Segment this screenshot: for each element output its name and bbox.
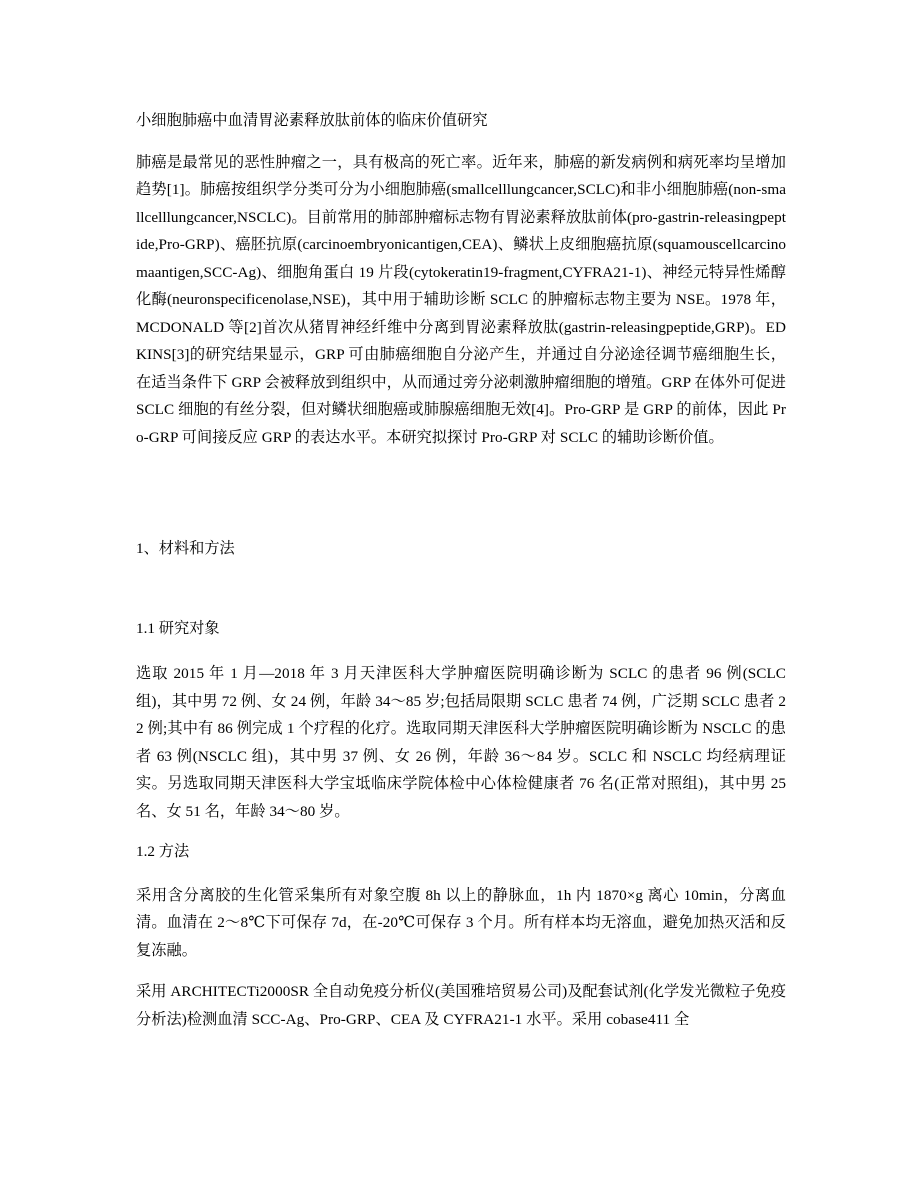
- spacer-before-section-1: [136, 451, 786, 535]
- spacer-before-subsection-1-1: [136, 563, 786, 615]
- spacer-before-paragraph-1-2a: [136, 866, 786, 882]
- page-title: 小细胞肺癌中血清胃泌素释放肽前体的临床价值研究: [136, 112, 488, 129]
- subsection-heading-1-1: 1.1 研究对象: [136, 619, 220, 637]
- section-heading-1: 1、材料和方法: [136, 540, 235, 557]
- subsection-1-2-paragraph-2: 采用 ARCHITECTi2000SR 全自动免疫分析仪(美国雅培贸易公司)及配套试剂(化学发光微粒子免疫分析法)检测血清 SCC-Ag、Pro-GRP、CEA 及 CYFRA21-1 水平。采用 cobase411 全: [136, 983, 786, 1028]
- page-content-column: [136, 107, 786, 1033]
- subsection-heading-1-2: 1.2 方法: [136, 843, 190, 860]
- subsection-1-2-paragraph-1: 采用含分离胶的生化管采集所有对象空腹 8h 以上的静脉血，1h 内 1870×g 离心 10min，分离血清。血清在 2～8℃下可保存 7d，在-20℃可保存 3 个月。所有样本均无溶血，避免加热灭活和反复冻融。: [136, 886, 786, 959]
- subsection-1-1-paragraph: 选取 2015 年 1 月—2018 年 3 月天津医科大学肿瘤医院明确诊断为 SCLC 的患者 96 例(SCLC 组)，其中男 72 例、女 24 例，年龄 34～85 岁;包括局限期 SCLC 患者 74 例，广泛期 SCLC 患者 22 例;其中有 86 例完成 1 个疗程的化疗。选取同期天津医科大学肿瘤医院明确诊断为 NSCLC 的患者 63 例(NSCLC 组)，其中男 37 例、女 26 例，年龄 36～84 岁。SCLC 和 NSCLC 均经病理证实。另选取同期天津医科大学宝坻临床学院体检中心体检健康者 76 名(正常对照组)，其中男 25 名、女 51 名，年龄 34～80 岁。: [136, 665, 786, 820]
- intro-paragraph: 肺癌是最常见的恶性肿瘤之一，具有极高的死亡率。近年来，肺癌的新发病例和病死率均呈增加趋势[1]。肺癌按组织学分类可分为小细胞肺癌(smallcelllungcancer,SCLC)和非小细胞肺癌(non-smallcelllungcancer,NSCLC)。目前常用的肺部肿瘤标志物有胃泌素释放肽前体(pro-gastrin-releasingpeptide,Pro-GRP)、癌胚抗原(carcinoembryonicantigen,CEA)、鳞状上皮细胞癌抗原(squamouscellcarcinomaantigen,SCC-Ag)、细胞角蛋白 19 片段(cytokeratin19-fragment,CYFRA21-1)、神经元特异性烯醇化酶(neuronspecificenolase,NSE)，其中用于辅助诊断 SCLC 的肿瘤标志物主要为 NSE。1978 年，MCDONALD 等[2]首次从猪胃神经纤维中分离到胃泌素释放肽(gastrin-releasingpeptide,GRP)。EDKINS[3]的研究结果显示，GRP 可由肺癌细胞自分泌产生，并通过自分泌途径调节癌细胞生长，在适当条件下 GRP 会被释放到组织中，从而通过旁分泌刺激肿瘤细胞的增殖。GRP 在体外可促进 SCLC 细胞的有丝分裂，但对鳞状细胞癌或肺腺癌细胞无效[4]。Pro-GRP 是 GRP 的前体，因此 Pro-GRP 可间接反应 GRP 的表达水平。本研究拟探讨 Pro-GRP 对 SCLC 的辅助诊断价值。: [136, 153, 786, 446]
- spacer-before-subsection-1-2: [136, 825, 786, 838]
- spacer-between-paragraphs: [136, 964, 786, 978]
- spacer-before-paragraph-1-1: [136, 642, 786, 660]
